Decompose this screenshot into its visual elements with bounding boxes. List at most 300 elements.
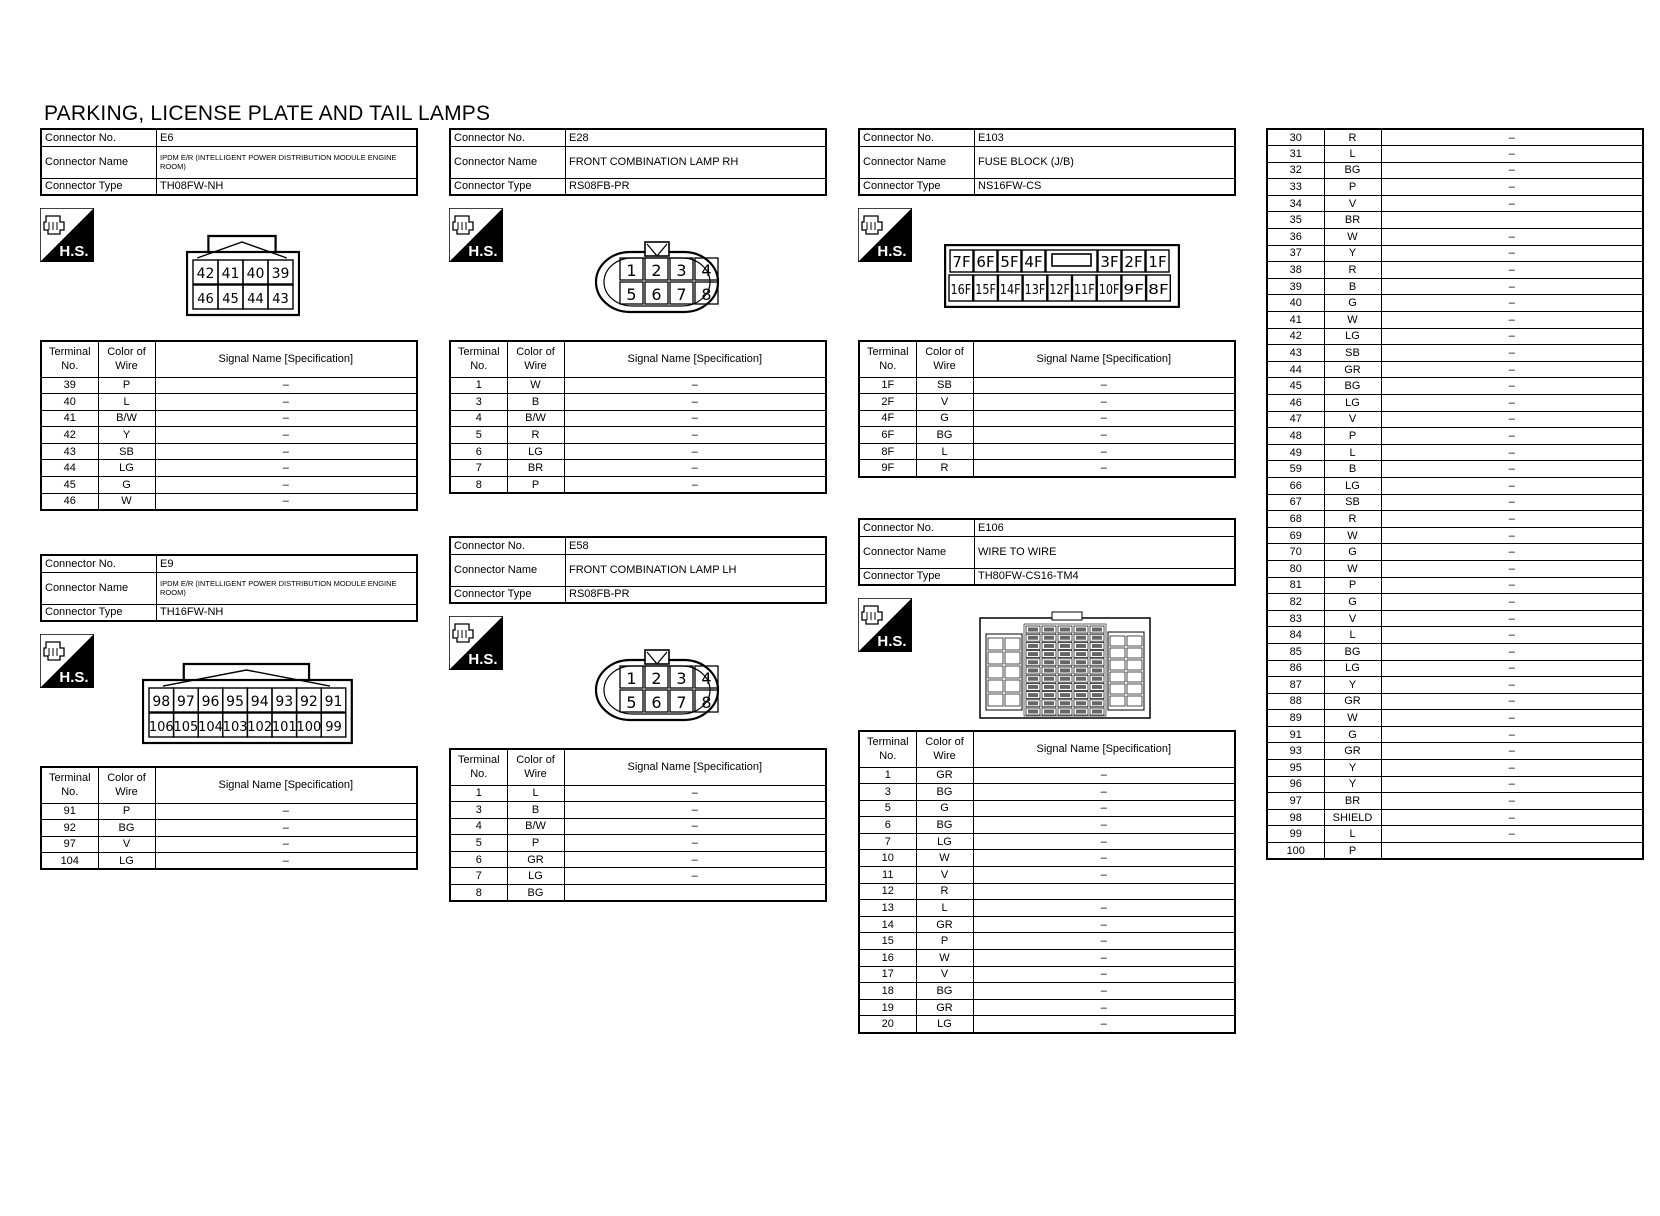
wire-color-cell: Y [1324,760,1381,777]
terminal-no-cell: 96 [1267,776,1324,793]
connector-name-value: FRONT COMBINATION LAMP RH [566,146,827,178]
connector-type-value: TH08FW-NH [157,178,418,195]
signal-name-cell: – [1381,693,1643,710]
terminal-no-cell: 6F [859,427,916,444]
signal-name-cell: – [973,427,1235,444]
signal-name-cell: – [564,394,826,411]
signal-name-cell: – [1381,262,1643,279]
terminal-no-cell: 8 [450,885,507,902]
terminal-no-cell: 95 [1267,760,1324,777]
terminal-no-cell: 32 [1267,162,1324,179]
wire-color-cell: V [98,836,155,853]
table-row [1267,743,1643,760]
table-row [1267,710,1643,727]
table-row [859,916,1235,933]
wire-color-cell: L [916,443,973,460]
signal-name-cell: – [155,853,417,870]
pin-number: 1F [1148,253,1167,271]
signal-name-cell: – [155,803,417,820]
connector-no-label: Connector No. [450,129,566,146]
wire-color-cell: BR [1324,212,1381,229]
signal-name-cell: – [1381,345,1643,362]
table-row [450,394,826,411]
pin-number: 8F [1148,283,1169,298]
wire-color-cell: P [916,933,973,950]
connector-face-e6 [186,232,300,318]
terminal-no-cell: 3 [450,394,507,411]
pin-number: 40 [246,266,265,282]
signal-name-cell: – [564,410,826,427]
signal-name-cell: – [1381,395,1643,412]
wire-color-cell: G [1324,726,1381,743]
table-row [1267,262,1643,279]
pin-number: 93 [275,694,294,710]
terminal-no-cell: 9F [859,460,916,477]
signal-name-cell: – [155,460,417,477]
terminal-no-cell: 81 [1267,577,1324,594]
table-row [1267,328,1643,345]
signal-name-cell: – [973,394,1235,411]
signal-name-cell: – [973,800,1235,817]
wire-color-cell: B/W [98,410,155,427]
wire-color-cell: GR [1324,361,1381,378]
pin-number: 16F [950,283,972,298]
pin-number: 9F [1123,283,1145,298]
terminal-no-cell: 38 [1267,262,1324,279]
wire-color-cell: BG [916,983,973,1000]
table-row [1267,129,1643,146]
pin-table-e6 [40,340,418,511]
hs-label: H.S. [59,669,89,686]
hs-label: H.S. [877,633,907,650]
signal-name-header: Signal Name [Specification] [973,731,1235,767]
terminal-no-cell: 42 [41,427,98,444]
signal-name-cell: – [973,933,1235,950]
connector-name-value: FUSE BLOCK (J/B) [975,146,1236,178]
hs-label: H.S. [877,243,907,260]
terminal-no-cell: 39 [41,377,98,394]
table-row [859,850,1235,867]
terminal-no-cell: 3 [859,784,916,801]
table-row [859,377,1235,394]
terminal-no-cell: 86 [1267,660,1324,677]
table-row [450,868,826,885]
wire-color-cell: LG [98,853,155,870]
terminal-no-cell: 30 [1267,129,1324,146]
wire-color-cell: BG [916,817,973,834]
hs-connector-icon [40,208,94,262]
pin-number: 97 [176,694,195,710]
terminal-no-cell: 46 [41,493,98,510]
signal-name-cell: – [973,1016,1235,1033]
table-row [1267,843,1643,860]
wire-color-cell: V [916,867,973,884]
pin-number: 5 [626,285,637,304]
pin-number: 13F [1024,283,1046,298]
terminal-no-cell: 10 [859,850,916,867]
wire-color-cell: L [1324,627,1381,644]
terminal-no-cell: 8F [859,443,916,460]
terminal-no-cell: 99 [1267,826,1324,843]
table-row [859,394,1235,411]
pin-number: 3 [676,261,687,280]
terminal-no-header: Terminal No. [859,341,916,377]
wire-color-cell: SB [1324,494,1381,511]
wire-color-cell: W [1324,710,1381,727]
signal-name-cell: – [1381,428,1643,445]
wire-color-cell: GR [916,916,973,933]
terminal-no-cell: 13 [859,900,916,917]
table-row [450,885,826,902]
signal-name-cell [1381,212,1643,229]
connector-name-value: WIRE TO WIRE [975,536,1236,568]
wire-color-cell: Y [1324,677,1381,694]
connector-type-label: Connector Type [41,604,157,621]
pin-number: 42 [196,266,215,282]
wire-color-cell: W [916,950,973,967]
wire-color-cell: L [507,785,564,802]
pin-number: 5F [1000,253,1019,271]
signal-name-cell: – [1381,411,1643,428]
signal-name-cell: – [1381,328,1643,345]
table-row [859,410,1235,427]
terminal-no-cell: 49 [1267,444,1324,461]
wire-color-cell: BG [916,784,973,801]
signal-name-cell: – [1381,312,1643,329]
pin-number: 2 [651,669,662,688]
table-row [1267,378,1643,395]
signal-name-cell: – [1381,677,1643,694]
terminal-no-cell: 80 [1267,560,1324,577]
terminal-no-cell: 33 [1267,179,1324,196]
connector-face-e106 [978,610,1152,720]
color-of-wire-header: Color of Wire [916,341,973,377]
wire-color-cell: G [1324,544,1381,561]
pin-number: 8 [701,693,712,712]
pin-number: 4F [1024,253,1043,271]
pin-number: 7 [676,693,687,712]
signal-name-cell: – [1381,461,1643,478]
terminal-no-cell: 98 [1267,809,1324,826]
wire-color-cell: W [1324,527,1381,544]
terminal-no-cell: 1F [859,377,916,394]
wire-color-cell: Y [98,427,155,444]
terminal-no-cell: 48 [1267,428,1324,445]
connector-face-e28 [594,240,720,314]
signal-name-cell [1381,843,1643,860]
signal-name-cell: – [564,785,826,802]
wire-color-cell: V [1324,195,1381,212]
table-row [1267,162,1643,179]
connector-name-value: FRONT COMBINATION LAMP LH [566,554,827,586]
terminal-no-cell: 68 [1267,511,1324,528]
wire-color-cell: BG [916,427,973,444]
table-row [1267,627,1643,644]
hs-connector-icon [449,616,503,670]
wire-color-cell: SB [98,443,155,460]
pin-number: 2F [1124,253,1143,271]
pin-number: 106 [148,720,174,735]
connector-header-e28 [449,128,827,196]
signal-name-cell: – [1381,146,1643,163]
signal-name-cell: – [1381,229,1643,246]
signal-name-cell: – [1381,129,1643,146]
pin-number: 102 [247,720,273,735]
signal-name-cell: – [973,833,1235,850]
signal-name-cell: – [564,802,826,819]
terminal-no-cell: 84 [1267,627,1324,644]
signal-name-cell: – [1381,245,1643,262]
terminal-no-cell: 7 [450,460,507,477]
signal-name-cell: – [1381,477,1643,494]
table-row [1267,179,1643,196]
connector-name-value: IPDM E/R (INTELLIGENT POWER DISTRIBUTION MODULE ENGINE ROOM) [157,572,418,604]
wire-color-cell: LG [916,1016,973,1033]
signal-name-cell [973,883,1235,900]
table-row [1267,278,1643,295]
table-row [1267,560,1643,577]
terminal-no-cell: 44 [41,460,98,477]
wire-color-cell: G [916,800,973,817]
signal-name-cell: – [973,817,1235,834]
terminal-no-cell: 92 [41,820,98,837]
signal-name-cell: – [155,427,417,444]
wire-color-cell: GR [1324,743,1381,760]
terminal-no-cell: 7 [859,833,916,850]
table-row [1267,511,1643,528]
table-row [859,833,1235,850]
terminal-no-cell: 8 [450,477,507,494]
wire-color-cell: P [98,377,155,394]
hs-connector-icon [858,598,912,652]
pin-number: 6 [651,285,662,304]
wire-color-cell: G [1324,295,1381,312]
table-row [1267,395,1643,412]
signal-name-cell: – [564,868,826,885]
terminal-no-cell: 85 [1267,643,1324,660]
wire-color-cell: G [916,410,973,427]
pin-number: 44 [247,292,264,307]
table-row [1267,776,1643,793]
signal-name-cell: – [1381,195,1643,212]
terminal-no-cell: 45 [41,477,98,494]
terminal-no-header: Terminal No. [41,341,98,377]
wire-color-cell: SB [1324,345,1381,362]
signal-name-header: Signal Name [Specification] [564,341,826,377]
wire-color-cell: W [98,493,155,510]
signal-name-cell: – [1381,179,1643,196]
wire-color-cell: GR [916,767,973,784]
signal-name-cell: – [564,835,826,852]
signal-name-cell: – [155,377,417,394]
table-row [1267,229,1643,246]
connector-no-value: E6 [157,129,418,146]
table-row [1267,146,1643,163]
terminal-no-cell: 4F [859,410,916,427]
pin-number: 104 [198,720,223,735]
wire-color-cell: P [98,803,155,820]
terminal-no-cell: 46 [1267,395,1324,412]
table-row [859,443,1235,460]
table-row [859,767,1235,784]
wire-color-cell: W [1324,312,1381,329]
terminal-no-cell: 6 [859,817,916,834]
table-row [1267,577,1643,594]
wire-color-cell: B [1324,461,1381,478]
table-row [450,443,826,460]
wire-color-cell: P [507,477,564,494]
wire-color-cell: V [916,394,973,411]
pin-table-e9 [40,766,418,870]
signal-name-cell: – [973,784,1235,801]
terminal-no-cell: 11 [859,867,916,884]
pin-number: 4 [701,261,712,280]
signal-name-cell: – [1381,610,1643,627]
connector-header-e58 [449,536,827,604]
pin-number: 46 [197,292,214,307]
terminal-no-cell: 1 [859,767,916,784]
terminal-no-cell: 5 [450,427,507,444]
pin-number: 39 [271,266,290,282]
signal-name-cell: – [1381,527,1643,544]
signal-name-cell: – [1381,278,1643,295]
signal-name-cell: – [1381,378,1643,395]
signal-name-cell: – [1381,594,1643,611]
table-row [859,427,1235,444]
terminal-no-cell: 1 [450,377,507,394]
table-row [1267,444,1643,461]
table-row [859,966,1235,983]
terminal-no-cell: 69 [1267,527,1324,544]
pin-number: 1 [626,669,637,688]
terminal-no-cell: 4 [450,818,507,835]
table-row [1267,527,1643,544]
signal-name-cell: – [155,493,417,510]
connector-type-label: Connector Type [450,586,566,603]
signal-name-cell: – [1381,577,1643,594]
wire-color-cell: W [1324,229,1381,246]
connector-face-e9 [142,660,353,746]
wire-color-cell: LG [98,460,155,477]
pin-number: 99 [325,720,342,735]
connector-name-value: IPDM E/R (INTELLIGENT POWER DISTRIBUTION MODULE ENGINE ROOM) [157,146,418,178]
connector-no-label: Connector No. [41,555,157,572]
wire-color-cell: B [507,394,564,411]
connector-type-label: Connector Type [859,178,975,195]
signal-name-header: Signal Name [Specification] [564,749,826,785]
terminal-no-cell: 45 [1267,378,1324,395]
connector-no-label: Connector No. [859,519,975,536]
table-row [1267,428,1643,445]
signal-name-cell: – [973,916,1235,933]
pin-number: 4 [701,669,712,688]
table-row [1267,594,1643,611]
table-row [41,836,417,853]
pin-number: 45 [222,292,239,307]
wire-color-cell: B [1324,278,1381,295]
pin-number: 91 [324,694,343,710]
table-row [1267,295,1643,312]
signal-name-cell: – [973,966,1235,983]
table-row [859,883,1235,900]
wire-color-cell: W [1324,560,1381,577]
table-row [1267,345,1643,362]
table-row [450,427,826,444]
wire-color-cell: P [1324,428,1381,445]
table-row [450,802,826,819]
pin-number: 6 [651,693,662,712]
pin-number: 8 [701,285,712,304]
table-row [41,493,417,510]
terminal-no-cell: 18 [859,983,916,1000]
signal-name-cell: – [1381,361,1643,378]
connector-no-value: E28 [566,129,827,146]
color-of-wire-header: Color of Wire [916,731,973,767]
table-row [1267,643,1643,660]
terminal-no-cell: 42 [1267,328,1324,345]
table-row [1267,693,1643,710]
table-row [1267,461,1643,478]
signal-name-cell: – [155,443,417,460]
hs-label: H.S. [468,243,498,260]
connector-name-label: Connector Name [859,536,975,568]
page-title: PARKING, LICENSE PLATE AND TAIL LAMPS [44,102,491,125]
table-row [859,867,1235,884]
signal-name-cell: – [1381,544,1643,561]
signal-name-cell: – [1381,809,1643,826]
signal-name-cell: – [973,443,1235,460]
wire-color-cell: L [98,394,155,411]
connector-no-value: E103 [975,129,1236,146]
wire-color-cell: Y [1324,776,1381,793]
table-row [450,851,826,868]
color-of-wire-header: Color of Wire [507,749,564,785]
connector-type-label: Connector Type [859,568,975,585]
terminal-no-cell: 97 [1267,793,1324,810]
wire-color-cell: R [507,427,564,444]
connector-no-value: E106 [975,519,1236,536]
color-of-wire-header: Color of Wire [98,767,155,803]
wire-color-cell: GR [1324,693,1381,710]
wire-color-cell: LG [507,443,564,460]
wire-color-cell: SHIELD [1324,809,1381,826]
terminal-no-cell: 37 [1267,245,1324,262]
terminal-no-cell: 40 [41,394,98,411]
pin-number: 96 [201,694,220,710]
terminal-no-cell: 40 [1267,295,1324,312]
wire-color-cell: LG [1324,328,1381,345]
connector-header-e9 [40,554,418,622]
wire-color-cell: R [1324,129,1381,146]
pin-number: 41 [221,266,240,282]
wire-color-cell: W [916,850,973,867]
wire-color-cell: P [1324,577,1381,594]
pin-number: 12F [1049,283,1070,298]
pin-number: 3 [676,669,687,688]
signal-name-cell: – [1381,511,1643,528]
signal-name-cell: – [564,377,826,394]
table-row [41,427,417,444]
connector-name-label: Connector Name [859,146,975,178]
signal-name-cell: – [564,851,826,868]
table-row [1267,477,1643,494]
signal-name-cell: – [564,460,826,477]
color-of-wire-header: Color of Wire [507,341,564,377]
terminal-no-cell: 70 [1267,544,1324,561]
signal-name-cell: – [973,460,1235,477]
terminal-no-cell: 89 [1267,710,1324,727]
connector-no-value: E9 [157,555,418,572]
